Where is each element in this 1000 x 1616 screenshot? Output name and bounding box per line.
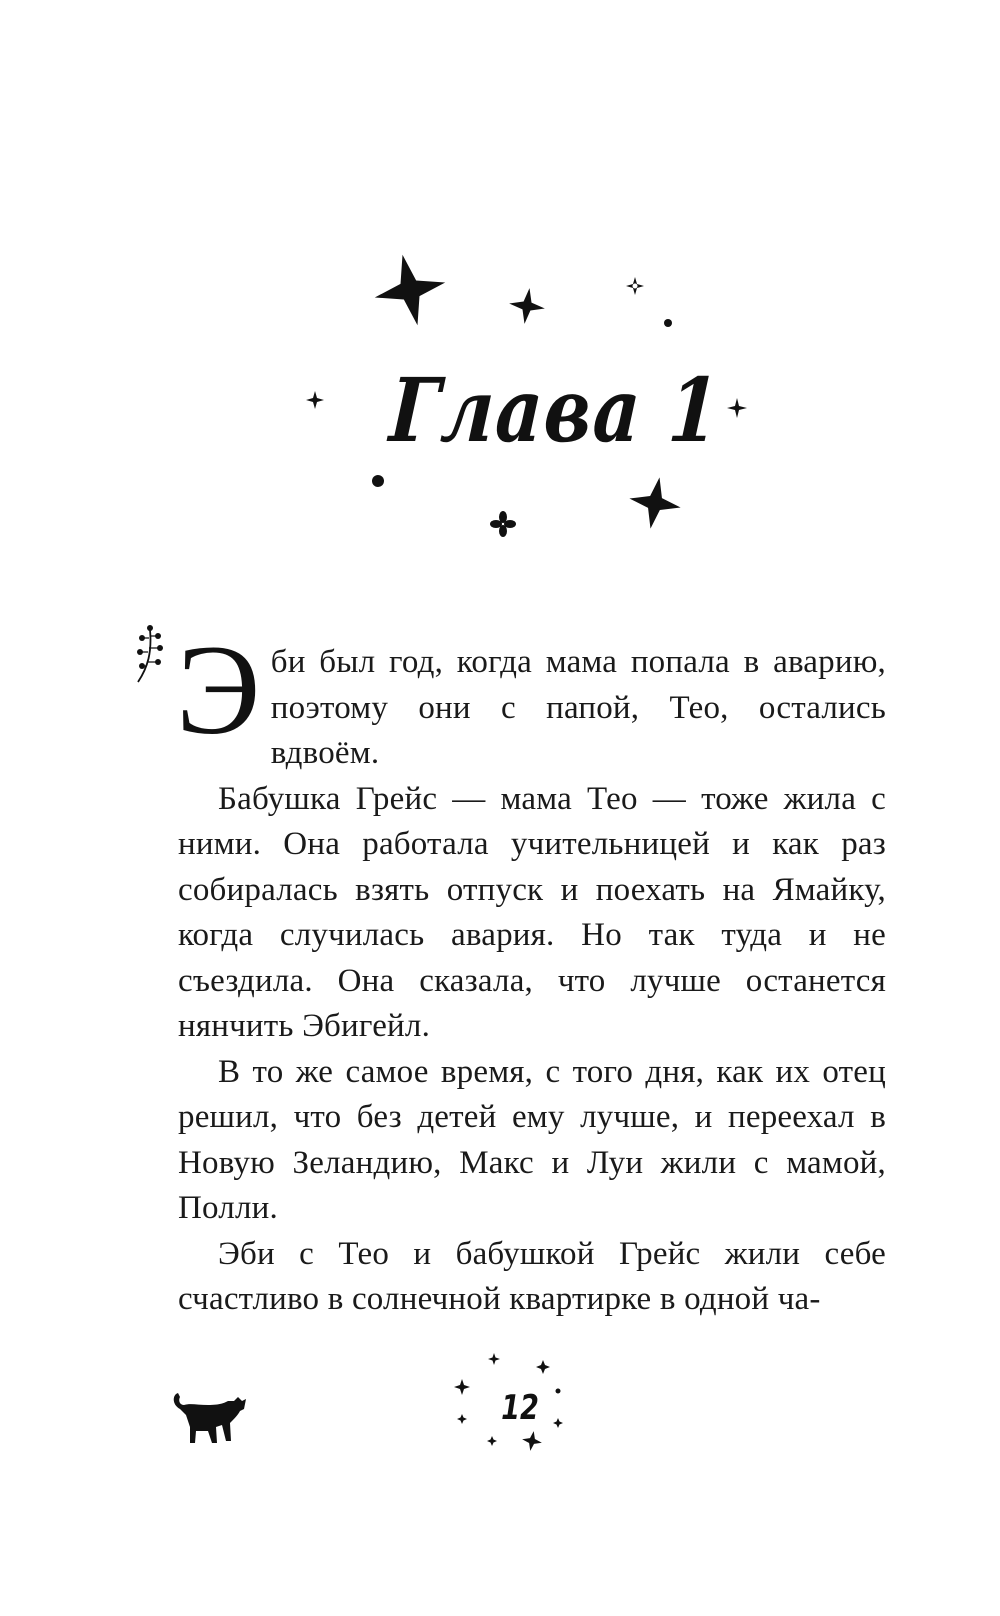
dot-icon	[664, 319, 672, 327]
paragraph	[176, 619, 886, 777]
dot-icon	[372, 475, 384, 487]
sparkle-icon	[727, 398, 747, 418]
cat-silhouette-icon	[168, 1385, 252, 1445]
drop-cap: Э	[176, 619, 261, 761]
star-icon	[454, 1379, 470, 1395]
chapter-title: Глава 1	[387, 358, 724, 462]
flower-icon	[490, 511, 516, 537]
paragraph: В то же самое время, с того дня, как их отец решил, что без детей ему лучше, и переехал в Новую Зеландию, Макс и Луи жили с мамой, Полли.	[178, 1053, 886, 1226]
sparkle-icon	[553, 1418, 563, 1428]
paragraph-text: би был год, когда мама попала в аварию, поэтому они с папой, Тео, остались вдвоём.	[270, 644, 886, 771]
sparkle-icon	[487, 1436, 497, 1446]
dot-icon	[556, 1389, 561, 1394]
body-text	[176, 619, 886, 1323]
sparkle-icon	[306, 391, 324, 409]
star-icon	[625, 473, 685, 533]
paragraph: Бабушка Грейс — мама Тео — тоже жила с ними. Она работала учительницей и как раз собиралась взять отпуск и поехать на Ямайку, когда случилась авария. Но так туда и не съездила. Она сказала, что лучше останется нянчить Эбигейл.	[178, 780, 886, 1044]
star-icon	[536, 1360, 550, 1374]
sparkle-icon	[488, 1353, 500, 1365]
paragraph: Эби с Тео и бабушкой Грейс жили себе счастливо в солнечной квартирке в одной ча-	[178, 1235, 886, 1317]
star-icon	[367, 247, 452, 332]
sparkle-icon	[457, 1414, 467, 1424]
star-icon	[507, 286, 548, 327]
chapter-ornament	[0, 0, 1000, 600]
sparkle-icon	[626, 277, 644, 295]
page-number: 12	[501, 1388, 539, 1428]
